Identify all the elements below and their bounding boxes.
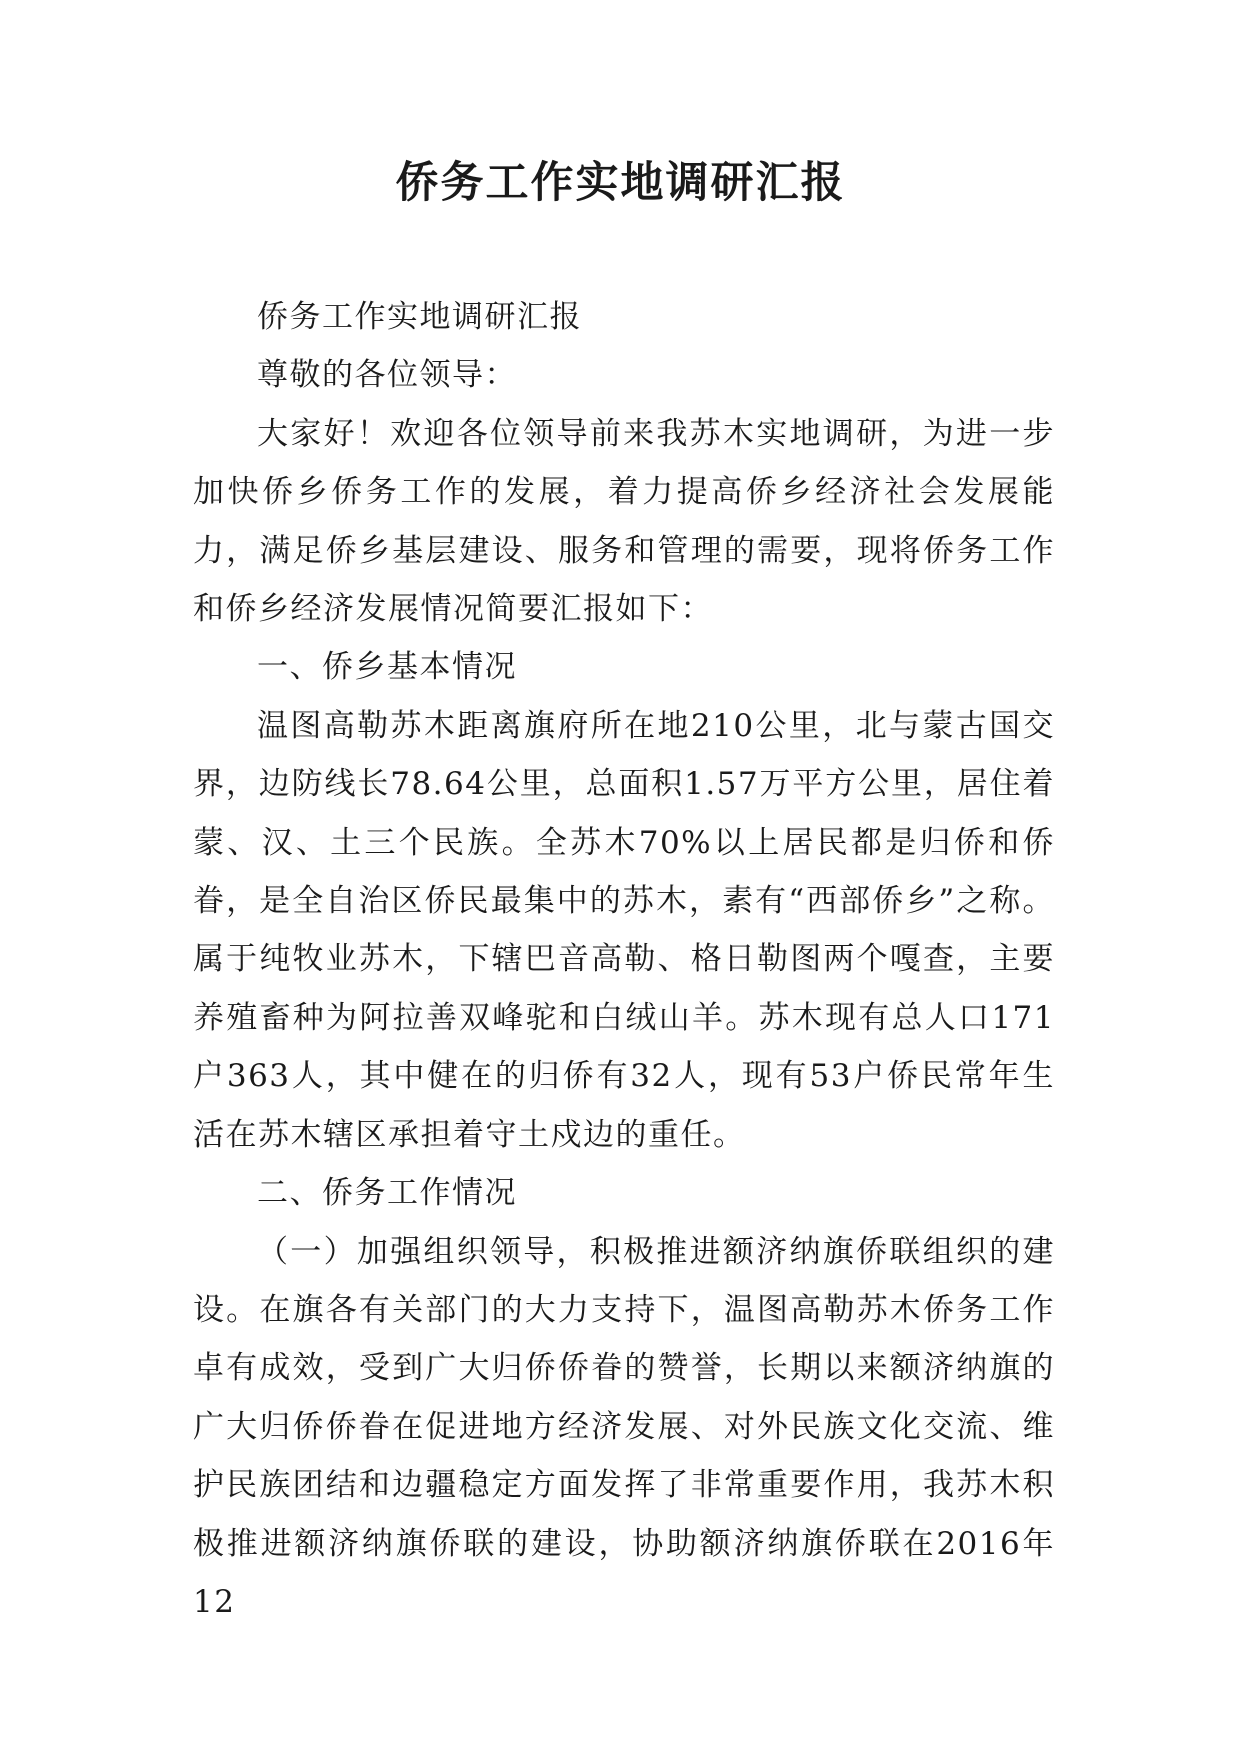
paragraph-subtitle: 侨务工作实地调研汇报 (257, 299, 582, 335)
section-heading-1: 一、侨乡基本情况 (257, 649, 517, 686)
document-title: 侨务工作实地调研汇报 (395, 158, 846, 208)
paragraph-basic-situation: 温图高勒苏木距离旗府所在地210公里，北与蒙古国交界，边防线长78.64公里，总面积1.57万平方公里，居住着蒙、汉、土三个民族。全苏木70%以上居民都是归侨和侨眷，是全自治区侨民最集中的苏木，素有“西部侨乡”之称。属于纯牧业苏木，下辖巴音高勒、格日勒图两个嘎查，主要养殖畜种为阿拉善双峰驼和白绒山羊。苏木现有总人口171户363人，其中健在的归侨有32人，现有53户侨民常年生活在苏木辖区承担着守土戍边的重任。 (193, 707, 1055, 1153)
document-body (193, 288, 1055, 1631)
paragraph-introduction: 大家好！欢迎各位领导前来我苏木实地调研，为进一步加快侨乡侨务工作的发展，着力提高侨乡经济社会发展能力，满足侨乡基层建设、服务和管理的需要，现将侨务工作和侨乡经济发展情况简要汇报如下： (193, 415, 1055, 628)
section-heading-2: 二、侨务工作情况 (257, 1175, 517, 1212)
paragraph-salutation: 尊敬的各位领导： (257, 357, 517, 394)
paragraph-work-situation: （一）加强组织领导，积极推进额济纳旗侨联组织的建设。在旗各有关部门的大力支持下，温图高勒苏木侨务工作卓有成效，受到广大归侨侨眷的赞誉，长期以来额济纳旗的广大归侨侨眷在促进地方经济发展、对外民族文化交流、维护民族团结和边疆稳定方面发挥了非常重要作用，我苏木积极推进额济纳旗侨联的建设，协助额济纳旗侨联在2016年12 (193, 1233, 1055, 1620)
